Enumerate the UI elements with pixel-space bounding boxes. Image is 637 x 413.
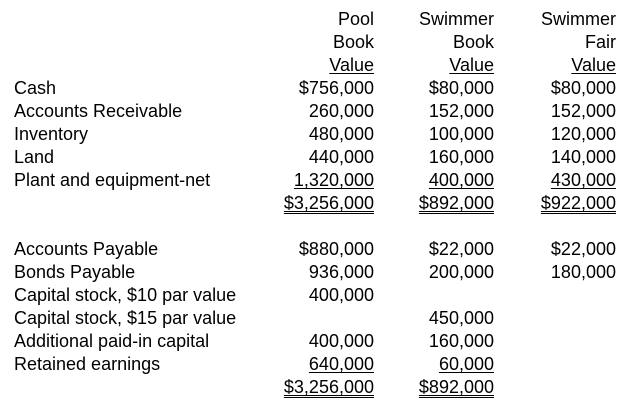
swimmer-book-value: $80,000: [428, 78, 494, 98]
swimmer-book-header-line-1: Swimmer: [419, 9, 494, 29]
row-label: Accounts Payable: [14, 239, 159, 259]
table-row: [0, 353, 637, 376]
swimmer-book-value: $22,000: [428, 239, 494, 259]
swimmer-book-value: 60,000: [438, 354, 494, 374]
swimmer-book-value: 100,000: [428, 124, 494, 144]
row-label: Accounts Receivable: [14, 101, 183, 121]
swimmer-fair-header-line-3: Value: [571, 55, 616, 75]
pool-book-value: 440,000: [308, 147, 374, 167]
swimmer-book-value: 400,000: [428, 170, 494, 190]
pool-book-value: 936,000: [308, 262, 374, 282]
row-label: Cash: [14, 78, 57, 98]
swimmer-book-header-line-2: Book: [452, 32, 494, 52]
table-row: [0, 284, 637, 307]
swimmer-fair-value: 120,000: [550, 124, 616, 144]
swimmer-book-header-line-3: Value: [449, 55, 494, 75]
table-row: [0, 123, 637, 146]
assets-total-row: [0, 192, 637, 215]
swimmer-book-value: 152,000: [428, 101, 494, 121]
pool-book-value: $756,000: [298, 78, 374, 98]
pool-book-value: 480,000: [308, 124, 374, 144]
swimmer-book-value: 450,000: [428, 308, 494, 328]
pool-book-value: $880,000: [298, 239, 374, 259]
header-row-3: [0, 54, 637, 77]
swimmer-fair-value: $80,000: [550, 78, 616, 98]
swimmer-fair-value: 430,000: [550, 170, 616, 190]
swimmer-fair-header-line-1: Swimmer: [541, 9, 616, 29]
table-row: [0, 307, 637, 330]
swimmer-book-value: 200,000: [428, 262, 494, 282]
swimmer-book-value: 160,000: [428, 147, 494, 167]
row-label: Capital stock, $10 par value: [14, 285, 237, 305]
swimmer-book-total: $892,000: [418, 377, 494, 397]
swimmer-fair-total: $922,000: [540, 193, 616, 213]
pool-book-value: 260,000: [308, 101, 374, 121]
pool-book-header-line-1: Pool: [337, 9, 374, 29]
table-row: [0, 169, 637, 192]
table-row: [0, 330, 637, 353]
swimmer-fair-value: $22,000: [550, 239, 616, 259]
pool-book-header-line-3: Value: [329, 55, 374, 75]
row-label: Inventory: [14, 124, 89, 144]
table-row: [0, 77, 637, 100]
row-label: Land: [14, 147, 55, 167]
row-label: Plant and equipment-net: [14, 170, 211, 190]
swimmer-fair-value: 140,000: [550, 147, 616, 167]
swimmer-fair-header-line-2: Fair: [585, 32, 616, 52]
pool-book-value: 400,000: [308, 285, 374, 305]
swimmer-book-total: $892,000: [418, 193, 494, 213]
header-row-1: [0, 8, 637, 31]
swimmer-fair-value: 180,000: [550, 262, 616, 282]
table-row: [0, 100, 637, 123]
pool-book-value: 640,000: [308, 354, 374, 374]
row-label: Additional paid-in capital: [14, 331, 210, 351]
pool-book-total: $3,256,000: [283, 377, 374, 397]
row-label: Capital stock, $15 par value: [14, 308, 237, 328]
pool-book-value: 1,320,000: [293, 170, 374, 190]
swimmer-book-value: 160,000: [428, 331, 494, 351]
table-row: [0, 238, 637, 261]
header-row-2: [0, 31, 637, 54]
table-row: [0, 261, 637, 284]
pool-book-total: $3,256,000: [283, 193, 374, 213]
pool-book-header-line-2: Book: [332, 32, 374, 52]
row-label: Bonds Payable: [14, 262, 136, 282]
pool-book-value: 400,000: [308, 331, 374, 351]
liabilities-equity-total-row: [0, 376, 637, 399]
swimmer-fair-value: 152,000: [550, 101, 616, 121]
row-label: Retained earnings: [14, 354, 161, 374]
table-row: [0, 146, 637, 169]
